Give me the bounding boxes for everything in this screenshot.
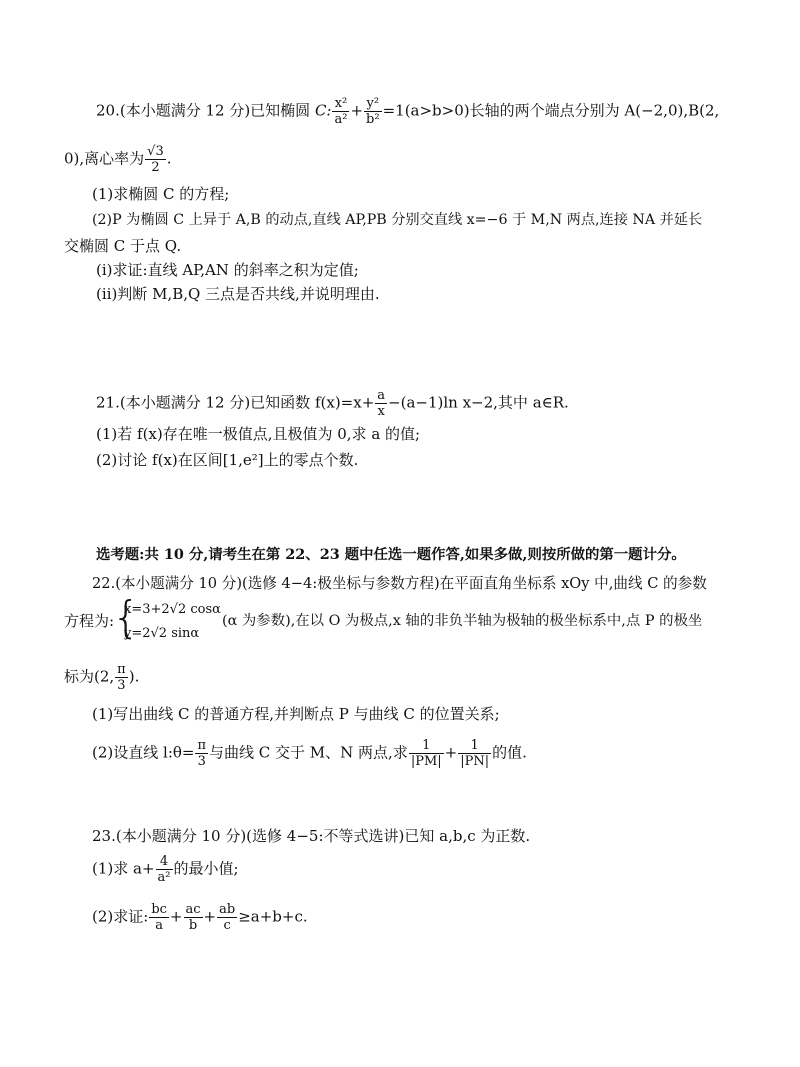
q20-line1 (96, 96, 719, 127)
system-brace: { (112, 592, 140, 643)
frac-num: a (377, 388, 386, 403)
frac-den: a² (157, 870, 171, 885)
frac-4-a2 (156, 854, 173, 885)
frac-1-pn (458, 738, 491, 769)
q22-part1: (1)写出曲线 C 的普通方程,并判断点 P 与曲线 C 的位置关系; (92, 705, 500, 723)
frac-den: b (188, 918, 198, 933)
q23-line1: 23.(本小题满分 10 分)(选修 4−5:不等式选讲)已知 a,b,c 为正数. (92, 827, 531, 845)
q20-part2-line1: (2)P 为椭圆 C 上异于 A,B 的动点,直线 AP,PB 分别交直线 x=−6 于 M,N 两点,连接 NA 并延长 (92, 212, 703, 228)
q22-line3-prefix: 标为(2, (64, 667, 115, 686)
frac-num: ab (219, 902, 236, 917)
frac-x2-a2 (332, 96, 349, 127)
q20-line1-mid: =1(a>b>0)长轴的两个端点分别为 A(−2,0),B(2, (382, 101, 720, 120)
q20-line2 (64, 144, 172, 175)
q22-part2-suffix: 的值. (492, 743, 527, 762)
frac-den: 3 (197, 754, 206, 769)
q23-part1-prefix: (1)求 a+ (92, 859, 155, 878)
frac-den: b² (366, 112, 380, 127)
plus-sign: + (203, 907, 217, 926)
frac-den: c (223, 918, 231, 933)
frac-den: 3 (117, 678, 126, 693)
frac-num: √3 (147, 144, 164, 159)
frac-num: 1 (409, 738, 444, 754)
frac-num: ac (185, 902, 201, 917)
frac-a-x (375, 388, 387, 419)
frac-num: y² (364, 96, 382, 112)
plus-sign: + (350, 101, 364, 120)
q23-part1-suffix: 的最小值; (173, 859, 239, 878)
frac-den: a (155, 918, 163, 933)
frac-bc-a (149, 902, 169, 933)
elective-note: 选考题:共 10 分,请考生在第 22、23 题中任选一题作答,如果多做,则按所做的第一题计分。 (96, 546, 686, 563)
frac-num: 4 (156, 854, 173, 870)
q23-part1 (92, 854, 239, 885)
q22-line3-suffix: ). (128, 667, 140, 686)
q21-part2: (2)讨论 f(x)在区间[1,e²]上的零点个数. (96, 451, 359, 469)
frac-pi-3-line (195, 738, 208, 769)
q20-sub-i: (ⅰ)求证:直线 AP,AN 的斜率之积为定值; (96, 261, 359, 279)
q22-part2-mid: 与曲线 C 交于 M、N 两点,求 (209, 743, 408, 762)
q22-part2-prefix: (2)设直线 l:θ= (92, 743, 195, 762)
q22-part2 (92, 738, 527, 769)
frac-num: 1 (458, 738, 491, 754)
frac-den: |PM| (410, 754, 442, 769)
q21-line1-suffix: −(a−1)ln x−2,其中 a∈R. (388, 393, 569, 412)
plus-sign: + (444, 743, 458, 762)
q22-system-y: y=2√2 sinα (124, 626, 200, 641)
q22-line1: 22.(本小题满分 10 分)(选修 4−4:极坐标与参数方程)在平面直角坐标系 xOy 中,曲线 C 的参数 (92, 575, 707, 592)
ellipse-label: C: (314, 101, 332, 120)
frac-sqrt3-2 (145, 144, 166, 175)
frac-den: a² (334, 112, 348, 127)
frac-den: x (377, 404, 385, 419)
q20-line2-suffix: . (166, 149, 172, 168)
q20-line1-prefix: 20.(本小题满分 12 分)已知椭圆 (96, 101, 315, 120)
frac-ac-b (184, 902, 203, 933)
q23-part2-prefix: (2)求证: (92, 907, 149, 926)
q20-part1: (1)求椭圆 C 的方程; (92, 185, 230, 203)
frac-num: π (197, 738, 207, 753)
frac-num: bc (151, 902, 167, 917)
q21-part1: (1)若 f(x)存在唯一极值点,且极值为 0,求 a 的值; (96, 425, 421, 443)
frac-den: |PN| (460, 754, 490, 769)
plus-sign: + (169, 907, 183, 926)
frac-y2-b2 (364, 96, 382, 127)
frac-1-pm (409, 738, 444, 769)
q22-line3 (64, 662, 139, 693)
frac-num: π (117, 662, 126, 677)
q23-part2-suffix: ≥a+b+c. (238, 907, 308, 926)
q21-line1 (96, 388, 569, 419)
q22-line2-suffix: (α 为参数),在以 O 为极点,x 轴的非负半轴为极轴的极坐标系中,点 P 的极坐 (222, 613, 703, 629)
q23-part2 (92, 902, 308, 933)
frac-ab-c (217, 902, 237, 933)
q20-line2-prefix: 0),离心率为 (64, 149, 145, 168)
frac-den: 2 (151, 160, 160, 175)
q20-sub-ii: (ⅱ)判断 M,B,Q 三点是否共线,并说明理由. (96, 285, 380, 303)
q22-system-x: x=3+2√2 cosα (124, 602, 221, 617)
frac-num: x² (332, 96, 349, 112)
q21-line1-prefix: 21.(本小题满分 12 分)已知函数 f(x)=x+ (96, 393, 375, 412)
q22-line2-prefix: 方程为: (64, 612, 115, 630)
q20-part2-line2: 交椭圆 C 于点 Q. (64, 237, 182, 255)
frac-pi-3 (115, 662, 128, 693)
